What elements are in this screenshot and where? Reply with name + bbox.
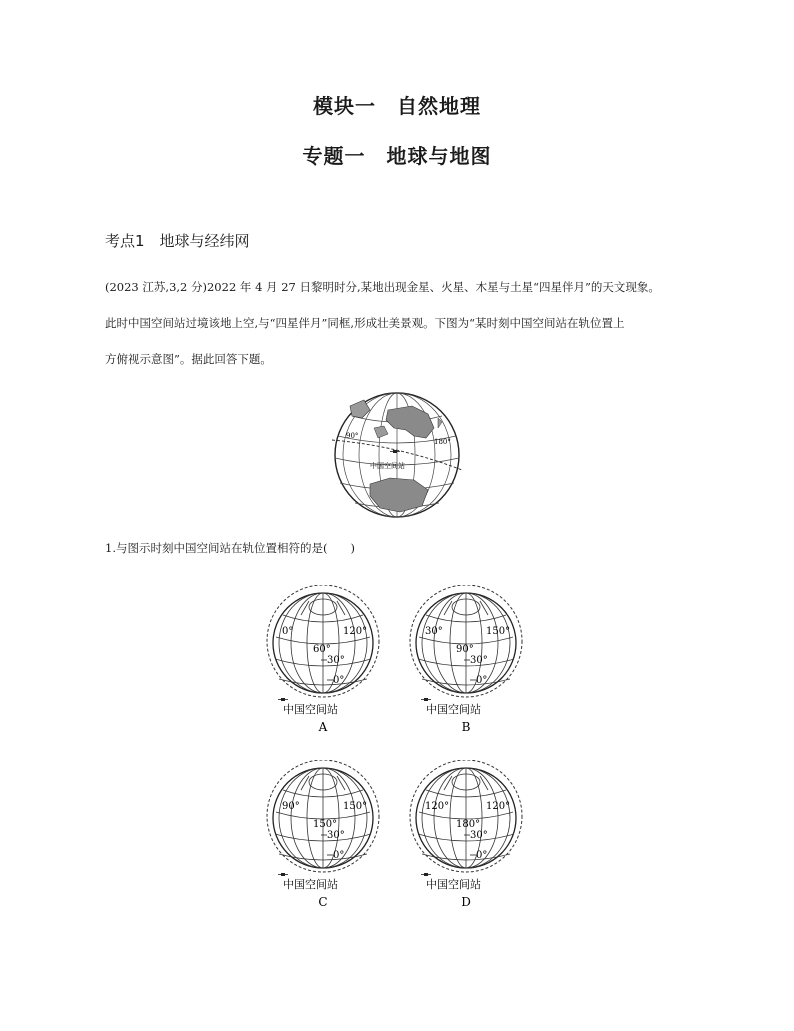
option-globe-b[interactable] xyxy=(406,585,532,745)
option-letter: B xyxy=(461,720,471,734)
option-lon-right: 150° xyxy=(343,801,368,812)
option-lon-right: 150° xyxy=(486,626,511,637)
option-station-label: 中国空间站 xyxy=(426,703,481,716)
topic-title: 专题一 地球与地图 xyxy=(302,144,492,168)
option-lat-30: 30° xyxy=(327,655,345,666)
option-lon-left: 0° xyxy=(282,626,294,637)
option-lon-left: 90° xyxy=(282,801,300,812)
space-station-icon xyxy=(421,698,431,701)
option-lat-30: 30° xyxy=(327,830,345,841)
option-lon-right: 120° xyxy=(486,801,511,812)
option-letter: A xyxy=(318,720,328,734)
main-globe-figure xyxy=(330,388,464,522)
main-lon-right: 180° xyxy=(434,438,451,446)
option-station-label: 中国空间站 xyxy=(283,878,338,891)
option-lat-0: 0° xyxy=(476,850,488,861)
space-station-icon xyxy=(278,698,288,701)
option-lon-left: 120° xyxy=(425,801,450,812)
intro-line-2: 此时中国空间站过境该地上空,与“四星伴月”同框,形成壮美景观。下图为“某时刻中国空间站在轨位置上 xyxy=(105,316,625,330)
option-lon-center: 90° xyxy=(456,644,474,655)
space-station-icon xyxy=(278,873,288,876)
option-lat-0: 0° xyxy=(333,675,345,686)
option-lon-right: 120° xyxy=(343,626,368,637)
option-lat-0: 0° xyxy=(333,850,345,861)
option-letter: C xyxy=(318,895,328,909)
option-station-label: 中国空间站 xyxy=(426,878,481,891)
main-lon-left: 90° xyxy=(346,432,359,440)
option-lat-30: 30° xyxy=(470,655,488,666)
main-station-label: 中国空间站 xyxy=(370,462,405,470)
option-lat-30: 30° xyxy=(470,830,488,841)
option-globe-c[interactable] xyxy=(263,760,389,920)
option-lon-center: 180° xyxy=(456,819,481,830)
space-station-icon xyxy=(421,873,431,876)
option-station-label: 中国空间站 xyxy=(283,703,338,716)
option-globe-a[interactable] xyxy=(263,585,389,745)
option-lat-0: 0° xyxy=(476,675,488,686)
option-lon-center: 60° xyxy=(313,644,331,655)
option-lon-left: 30° xyxy=(425,626,443,637)
question-1: 1.与图示时刻中国空间站在轨位置相符的是( ) xyxy=(105,541,355,555)
option-letter: D xyxy=(461,895,471,909)
section-heading: 考点1 地球与经纬网 xyxy=(105,232,250,250)
intro-line-1: (2023 江苏,3,2 分)2022 年 4 月 27 日黎明时分,某地出现金星、火星、木星与土星“四星伴月”的天文现象。 xyxy=(105,280,660,294)
option-lon-center: 150° xyxy=(313,819,338,830)
option-globe-d[interactable] xyxy=(406,760,532,920)
intro-line-3: 方俯视示意图”。据此回答下题。 xyxy=(105,352,272,366)
module-title: 模块一 自然地理 xyxy=(313,94,481,118)
